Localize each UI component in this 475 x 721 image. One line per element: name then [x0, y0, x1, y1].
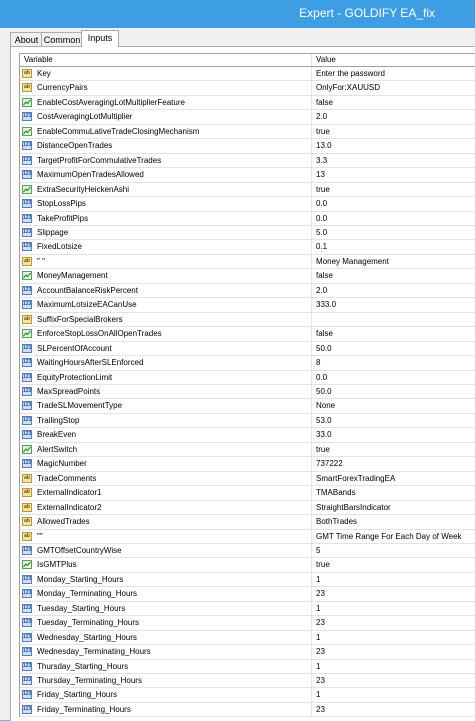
variable-cell — [20, 544, 312, 557]
window-title: Expert - GOLDIFY EA_fix — [299, 6, 435, 20]
string-type-icon: ab — [22, 532, 32, 541]
value-cell[interactable]: Money Management — [316, 256, 389, 266]
table-row[interactable] — [20, 284, 475, 298]
value-cell[interactable]: 50.0 — [316, 343, 332, 353]
value-cell[interactable]: 1 — [316, 603, 321, 613]
string-type-icon: ab — [22, 503, 32, 512]
value-cell[interactable]: true — [316, 444, 330, 454]
string-type-icon: ab — [22, 315, 32, 324]
number-type-icon: 123 — [23, 691, 32, 698]
string-type-icon: ab — [22, 83, 32, 92]
number-type-icon: 123 — [23, 416, 32, 423]
tab-common[interactable]: Common — [41, 32, 83, 47]
variable-cell — [20, 530, 312, 543]
table-row[interactable] — [20, 558, 475, 572]
value-cell[interactable]: None — [316, 401, 336, 411]
variable-name: StopLossPips — [37, 199, 86, 209]
number-type-icon: 123 — [23, 604, 32, 611]
variable-cell — [20, 371, 312, 384]
grid-header — [20, 54, 475, 67]
variable-name: MaximumOpenTradesAllowed — [37, 170, 144, 180]
variable-cell — [20, 212, 312, 225]
value-cell[interactable]: 0.0 — [316, 213, 328, 223]
table-row[interactable] — [20, 298, 475, 312]
variable-name: EquityProtectionLimit — [37, 372, 113, 382]
variable-cell — [20, 110, 312, 123]
table-row[interactable] — [20, 428, 475, 442]
variable-cell — [20, 515, 312, 528]
value-cell[interactable]: 23 — [316, 589, 325, 599]
table-row[interactable] — [20, 660, 475, 674]
string-type-icon: ab — [22, 488, 32, 497]
table-row[interactable] — [20, 139, 475, 153]
variable-name: Monday_Starting_Hours — [37, 574, 124, 584]
variable-name: CostAveragingLotMultiplier — [37, 112, 133, 122]
value-cell[interactable]: 5.0 — [316, 227, 328, 237]
value-cell[interactable]: GMT Time Range For Each Day of Week — [316, 531, 462, 541]
number-type-icon: 123 — [23, 373, 32, 380]
number-type-icon: 123 — [23, 243, 32, 250]
number-type-icon: 123 — [23, 142, 32, 149]
value-cell[interactable]: 2.0 — [316, 112, 328, 122]
value-cell[interactable]: 0.0 — [316, 199, 328, 209]
table-row[interactable] — [20, 125, 475, 139]
variable-name: EnableCommuLativeTradeClosingMechanism — [37, 126, 200, 136]
table-row[interactable] — [20, 96, 475, 110]
value-cell[interactable]: 50.0 — [316, 386, 332, 396]
variable-name: Key — [37, 69, 51, 78]
variable-name: Monday_Terminating_Hours — [37, 589, 138, 599]
string-type-icon: ab — [22, 69, 32, 78]
value-cell[interactable]: true — [316, 560, 330, 570]
value-cell[interactable]: 53.0 — [316, 415, 332, 425]
table-row[interactable] — [20, 544, 475, 558]
table-row[interactable] — [20, 212, 475, 226]
value-cell[interactable]: false — [316, 271, 333, 281]
variable-cell — [20, 660, 312, 673]
value-cell[interactable]: BothTrades — [316, 517, 358, 527]
number-type-icon: 123 — [23, 677, 32, 684]
number-type-icon: 123 — [23, 575, 32, 582]
table-row[interactable] — [20, 602, 475, 616]
table-row[interactable] — [20, 240, 475, 254]
table-row[interactable] — [20, 703, 475, 717]
number-type-icon: 123 — [23, 344, 32, 351]
variable-cell — [20, 486, 312, 499]
variable-name: TakeProfitPips — [37, 213, 89, 223]
variable-cell — [20, 703, 312, 716]
value-cell[interactable]: StraightBarsIndicator — [316, 502, 391, 512]
variable-cell — [20, 183, 312, 196]
variable-name: EnforceStopLossOnAllOpenTrades — [37, 329, 162, 339]
table-row[interactable] — [20, 472, 475, 486]
bool-type-icon — [22, 445, 32, 454]
variable-name: AlertSwitch — [37, 444, 78, 454]
value-cell[interactable]: true — [316, 184, 330, 194]
bool-type-icon — [22, 271, 32, 280]
value-cell[interactable]: 23 — [316, 704, 325, 714]
table-row[interactable] — [20, 631, 475, 645]
variable-name: ExtraSecurityHeickenAshi — [37, 184, 130, 194]
variable-name: Thursday_Terminating_Hours — [37, 676, 142, 686]
bool-type-icon — [22, 127, 32, 136]
variable-name: Wednesday_Terminating_Hours — [37, 647, 151, 657]
number-type-icon: 123 — [23, 546, 32, 553]
variable-cell — [20, 342, 312, 355]
variable-name: Friday_Starting_Hours — [37, 690, 118, 700]
variable-name: "" — [37, 531, 43, 541]
table-row[interactable] — [20, 183, 475, 197]
variable-name: MagicNumber — [37, 459, 87, 469]
table-row[interactable] — [20, 674, 475, 688]
table-row[interactable] — [20, 530, 475, 544]
variable-name: GMTOffsetCountryWise — [37, 545, 122, 555]
value-cell[interactable]: 333.0 — [316, 300, 337, 310]
table-row[interactable] — [20, 443, 475, 457]
variable-cell — [20, 674, 312, 687]
bool-type-icon — [22, 560, 32, 569]
variable-cell — [20, 385, 312, 398]
variable-name: Slippage — [37, 227, 69, 237]
number-type-icon: 123 — [23, 590, 32, 597]
variable-name: TargetProfitForCommulativeTrades — [37, 155, 162, 165]
table-row[interactable] — [20, 226, 475, 240]
value-cell[interactable]: 23 — [316, 676, 325, 686]
variable-name: TrailingStop — [37, 415, 80, 425]
number-type-icon: 123 — [23, 662, 32, 669]
number-type-icon: 123 — [23, 228, 32, 235]
table-row[interactable] — [20, 269, 475, 283]
value-cell[interactable]: 23 — [316, 647, 325, 657]
value-cell[interactable]: 1 — [316, 690, 321, 700]
variable-cell — [20, 125, 312, 138]
value-cell[interactable]: TMABands — [316, 488, 356, 498]
value-cell[interactable]: false — [316, 97, 333, 107]
value-cell[interactable]: 2.0 — [316, 285, 328, 295]
value-cell[interactable]: 1 — [316, 661, 321, 671]
variable-cell — [20, 399, 312, 412]
variable-cell — [20, 81, 312, 94]
bool-type-icon — [22, 98, 32, 107]
table-row[interactable] — [20, 399, 475, 413]
number-type-icon: 123 — [23, 286, 32, 293]
variable-name: Tuesday_Terminating_Hours — [37, 618, 139, 628]
table-row[interactable] — [20, 501, 475, 515]
number-type-icon: 123 — [23, 113, 32, 120]
value-cell[interactable]: OnlyFor:XAUUSD — [316, 83, 381, 93]
bool-type-icon — [22, 185, 32, 194]
variable-cell — [20, 197, 312, 210]
variable-cell — [20, 587, 312, 600]
table-row[interactable] — [20, 645, 475, 659]
variable-cell — [20, 457, 312, 470]
number-type-icon: 123 — [23, 402, 32, 409]
value-cell[interactable]: 737222 — [316, 459, 343, 469]
table-row[interactable] — [20, 515, 475, 529]
variable-cell — [20, 602, 312, 615]
table-row[interactable] — [20, 385, 475, 399]
value-cell[interactable]: false — [316, 329, 333, 339]
variable-cell — [20, 313, 312, 326]
table-row[interactable] — [20, 616, 475, 630]
tab-inputs[interactable]: Inputs — [81, 30, 119, 47]
variable-cell — [20, 226, 312, 239]
variable-name: SuffixForSpecialBrokers — [37, 314, 123, 324]
variable-cell — [20, 298, 312, 311]
value-cell[interactable]: SmartForexTradingEA — [316, 473, 396, 483]
value-cell[interactable]: 8 — [316, 358, 321, 368]
variable-cell — [20, 96, 312, 109]
variable-name: SLPercentOfAccount — [37, 343, 112, 353]
variable-cell — [20, 688, 312, 701]
number-type-icon: 123 — [23, 648, 32, 655]
table-row[interactable] — [20, 327, 475, 341]
variable-cell — [20, 573, 312, 586]
table-row[interactable] — [20, 342, 475, 356]
variable-name: AccountBalanceRiskPercent — [37, 285, 138, 295]
table-row[interactable] — [20, 255, 475, 269]
value-cell[interactable]: 0.0 — [316, 372, 328, 382]
tab-about[interactable]: About — [10, 32, 43, 47]
value-cell[interactable] — [312, 313, 475, 326]
number-type-icon: 123 — [23, 387, 32, 394]
variable-cell — [20, 616, 312, 629]
number-type-icon: 123 — [23, 460, 32, 467]
string-type-icon: ab — [22, 257, 32, 266]
inputs-panel — [10, 46, 475, 721]
number-type-icon: 123 — [23, 200, 32, 207]
variable-name: ExternalIndicator1 — [37, 488, 102, 498]
table-row[interactable] — [20, 168, 475, 182]
number-type-icon: 123 — [23, 301, 32, 308]
variable-name: BreakEven — [37, 430, 77, 440]
variable-cell — [20, 428, 312, 441]
number-type-icon: 123 — [23, 171, 32, 178]
number-type-icon: 123 — [23, 431, 32, 438]
column-header-value[interactable]: Value — [316, 55, 336, 64]
number-type-icon: 123 — [23, 705, 32, 712]
number-type-icon: 123 — [23, 619, 32, 626]
variable-cell — [20, 269, 312, 282]
variable-name: FixedLotsize — [37, 242, 82, 252]
table-row[interactable] — [20, 587, 475, 601]
variable-cell — [20, 501, 312, 514]
variable-cell — [20, 356, 312, 369]
value-cell[interactable]: 13 — [316, 170, 325, 180]
variable-name: MaxSpreadPoints — [37, 386, 101, 396]
variable-name: EnableCostAveragingLotMultiplierFeature — [37, 97, 185, 107]
table-row[interactable] — [20, 197, 475, 211]
number-type-icon: 123 — [23, 359, 32, 366]
table-row[interactable] — [20, 414, 475, 428]
string-type-icon: ab — [22, 517, 32, 526]
table-row[interactable] — [20, 313, 475, 327]
value-cell[interactable]: Enter the password — [316, 69, 385, 78]
table-row[interactable] — [20, 371, 475, 385]
number-type-icon: 123 — [23, 214, 32, 221]
table-row[interactable] — [20, 688, 475, 702]
value-cell[interactable]: 1 — [316, 574, 321, 584]
variable-name: TradeComments — [37, 473, 97, 483]
variable-name: Tuesday_Starting_Hours — [37, 603, 126, 613]
table-row[interactable] — [20, 154, 475, 168]
variable-name: Wednesday_Starting_Hours — [37, 632, 137, 642]
variable-cell — [20, 414, 312, 427]
table-row[interactable] — [20, 67, 475, 81]
variable-name: IsGMTPlus — [37, 560, 77, 570]
value-cell[interactable]: 5 — [316, 545, 321, 555]
variable-name: ExternalIndicator2 — [37, 502, 102, 512]
table-row[interactable] — [20, 573, 475, 587]
value-cell[interactable]: 0.1 — [316, 242, 328, 252]
variable-name: Friday_Terminating_Hours — [37, 704, 131, 714]
table-row[interactable] — [20, 457, 475, 471]
variable-cell — [20, 284, 312, 297]
variable-name: CurrencyPairs — [37, 83, 88, 93]
variable-name: WaitingHoursAfterSLEnforced — [37, 358, 144, 368]
number-type-icon: 123 — [23, 633, 32, 640]
variable-cell — [20, 139, 312, 152]
variable-cell — [20, 255, 312, 268]
variable-cell — [20, 443, 312, 456]
variable-cell — [20, 67, 312, 80]
table-row[interactable] — [20, 356, 475, 370]
value-cell[interactable]: 3.3 — [316, 155, 328, 165]
variable-cell — [20, 472, 312, 485]
bool-type-icon — [22, 329, 32, 338]
table-row[interactable] — [20, 81, 475, 95]
value-cell[interactable]: 33.0 — [316, 430, 332, 440]
variable-name: " " — [37, 256, 45, 266]
variable-name: MoneyManagement — [37, 271, 108, 281]
variable-cell — [20, 558, 312, 571]
variable-cell — [20, 645, 312, 658]
value-cell[interactable]: 23 — [316, 618, 325, 628]
variable-name: DistanceOpenTrades — [37, 141, 113, 151]
variable-name: Thursday_Starting_Hours — [37, 661, 129, 671]
number-type-icon: 123 — [23, 156, 32, 163]
variable-name: MaximumLotsizeEACanUse — [37, 300, 137, 310]
inputs-grid — [19, 53, 475, 717]
string-type-icon: ab — [22, 474, 32, 483]
variable-name: AllowedTrades — [37, 517, 90, 527]
variable-cell — [20, 168, 312, 181]
table-row[interactable] — [20, 486, 475, 500]
value-cell[interactable]: 13.0 — [316, 141, 332, 151]
table-row[interactable] — [20, 110, 475, 124]
variable-cell — [20, 327, 312, 340]
variable-cell — [20, 631, 312, 644]
title-bar[interactable] — [0, 0, 475, 28]
variable-cell — [20, 240, 312, 253]
variable-cell — [20, 154, 312, 167]
column-header-variable[interactable]: Variable — [20, 54, 312, 66]
variable-name: TradeSLMovementType — [37, 401, 123, 411]
value-cell[interactable]: true — [316, 126, 330, 136]
value-cell[interactable]: 1 — [316, 632, 321, 642]
